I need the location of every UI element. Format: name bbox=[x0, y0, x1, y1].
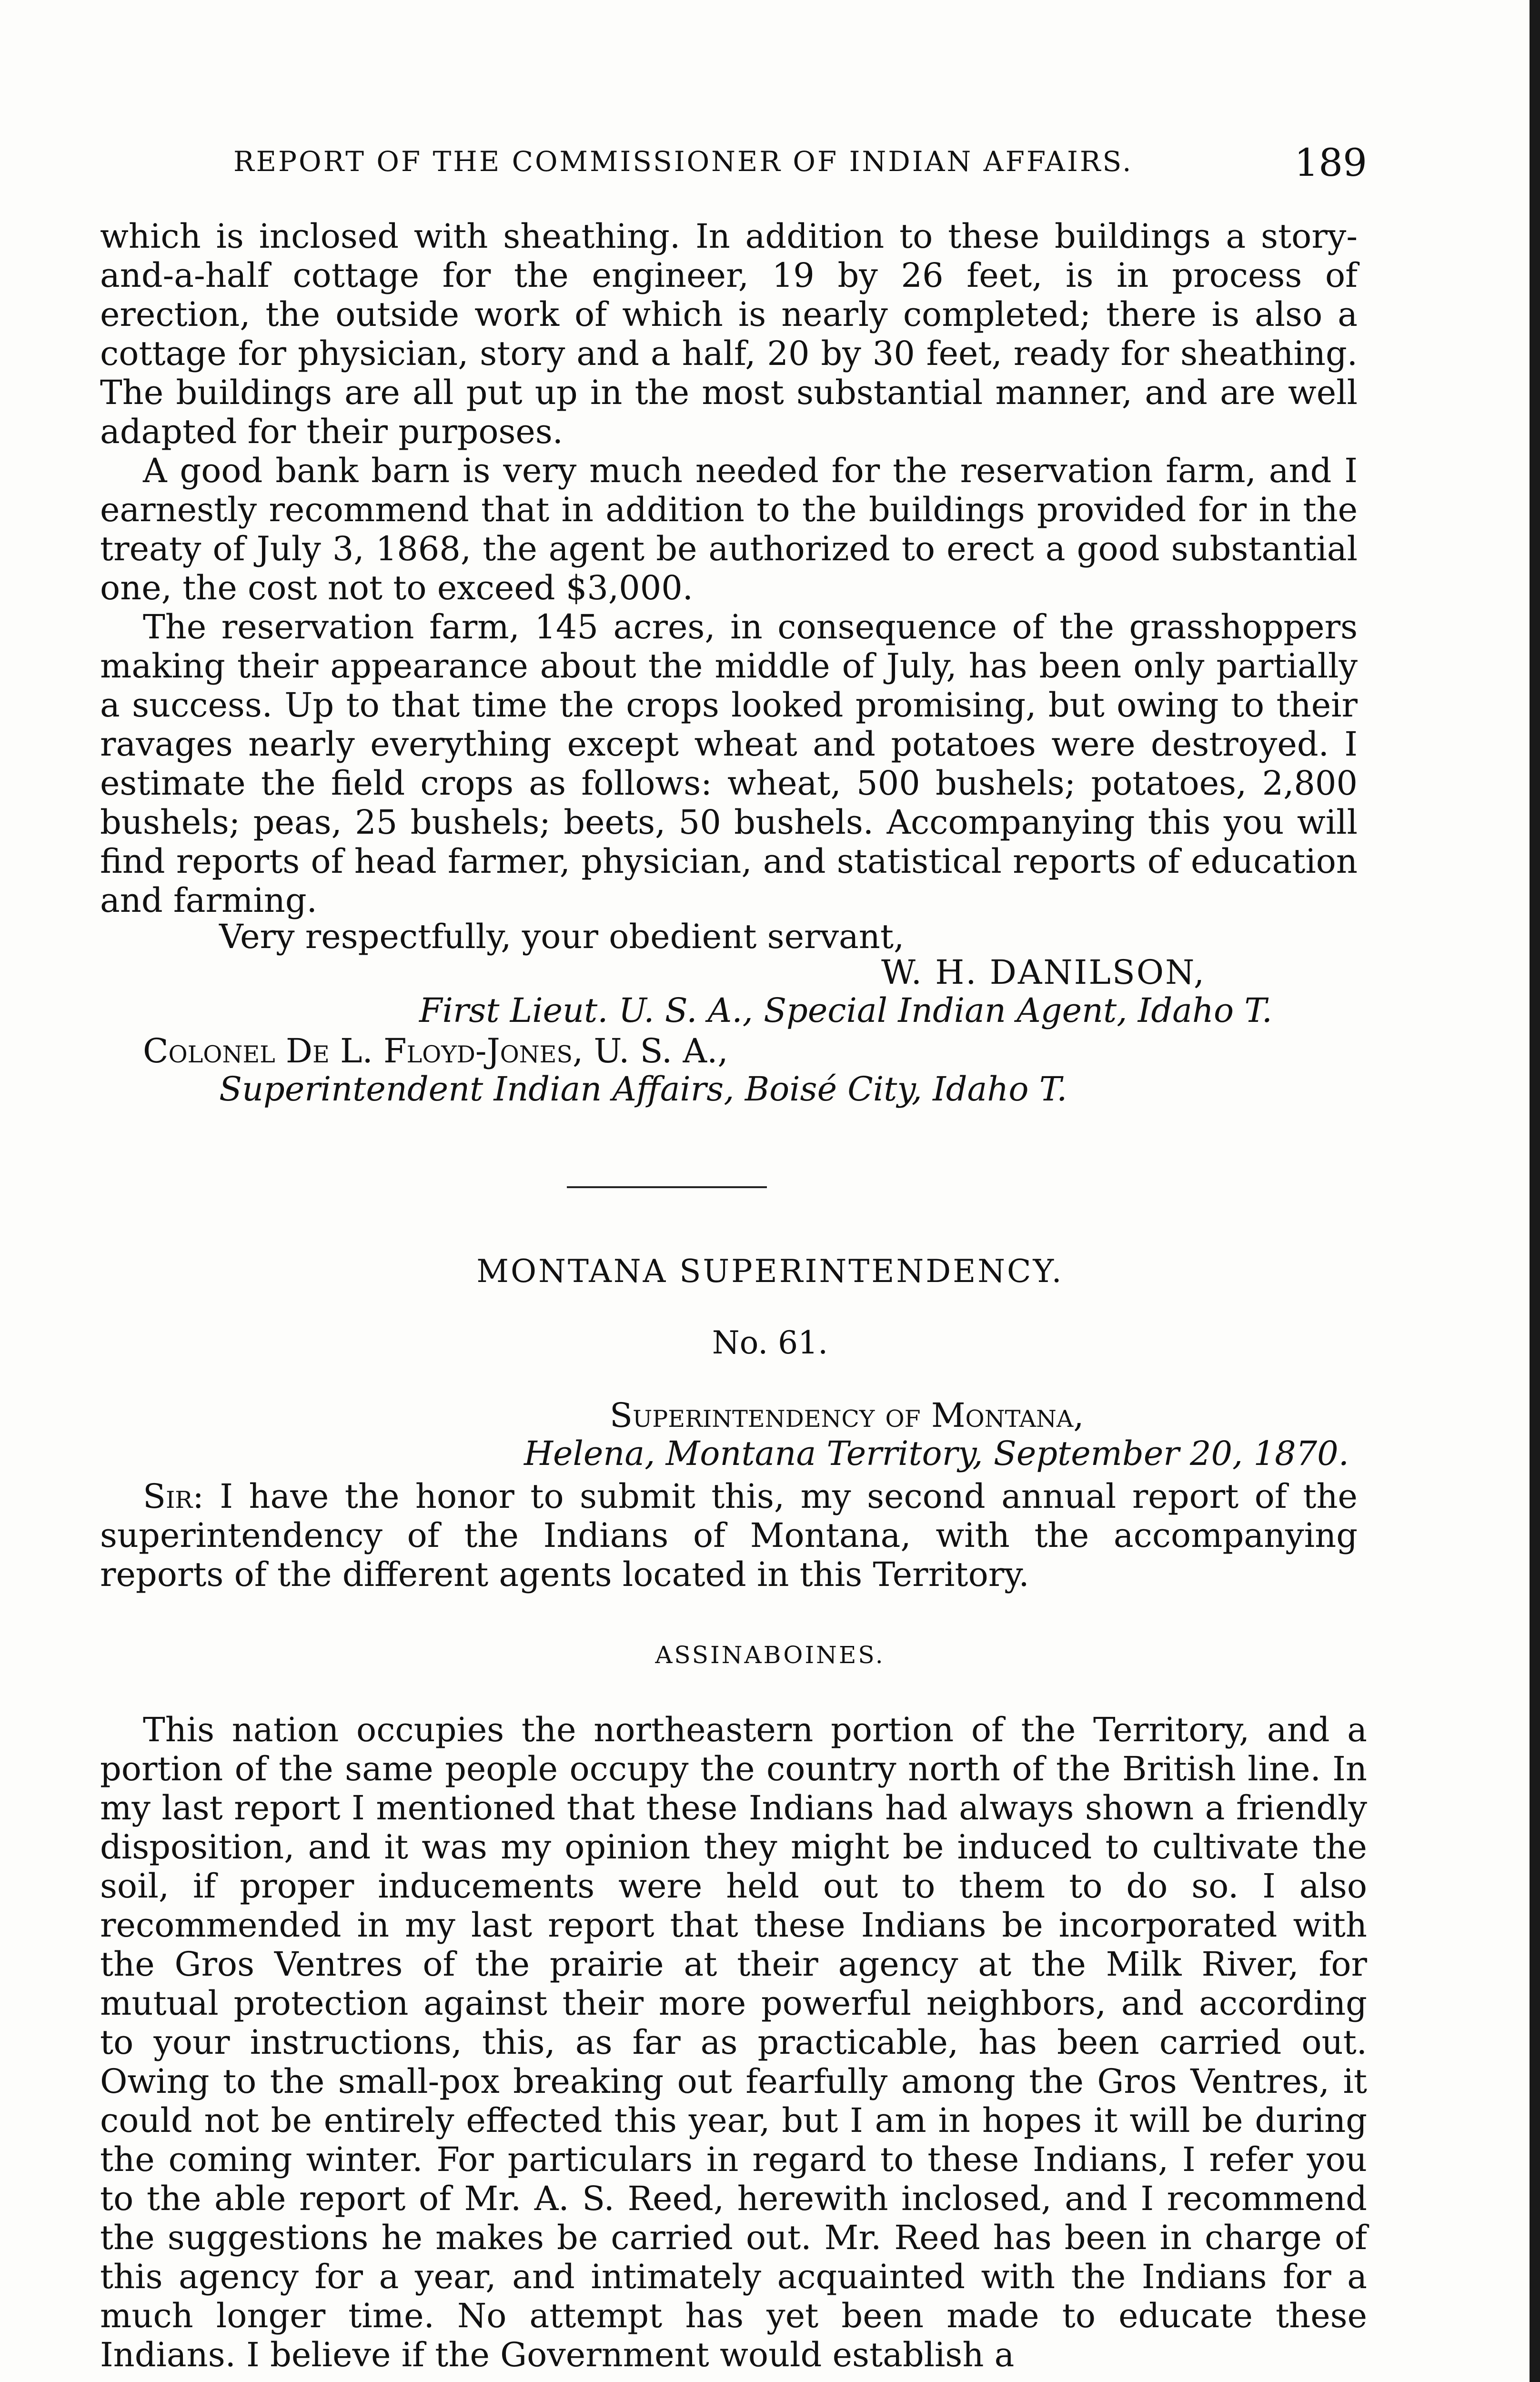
dateline-place-date: Helena, Montana Territory, September 20, 1870. bbox=[524, 1434, 1349, 1473]
addressee: Colonel De L. Floyd-Jones, U. S. A., bbox=[143, 1031, 728, 1070]
signature-title: First Lieut. U. S. A., Special Indian Agent, Idaho T. bbox=[419, 991, 1273, 1030]
page-header bbox=[233, 141, 1367, 183]
running-head: REPORT OF THE COMMISSIONER OF INDIAN AFFAIRS. bbox=[233, 145, 1133, 178]
assinaboines-paragraph: This nation occupies the northeastern portion of the Territory, and a portion of the same people occupy the country north of the British line. In my last report I mentioned that these Indians had always shown a friendly disposition, and it was my opinion they might be induced to cultivate the soil, if proper inducements were held out to them to do so. I also recommended in my last report that these Indians be incorporated with the Gros Ventres of the prairie at their agency at the Milk River, for mutual protection against their more powerful neighbors, and according to your instructions, this, as far as practicable, has been carried out. Owing to the small-pox breaking out fearfully among the Gros Ventres, it could not be entirely effected this year, but I am in hopes it will be during the coming winter. For particulars in regard to these Indians, I refer you to the able report of Mr. A. S. Reed, herewith inclosed, and I recommend the suggestions he makes be carried out. Mr. Reed has been in charge of this agency for a year, and intimately acquainted with the Indians for a much longer time. No attempt has yet been made to educate these Indians. I believe if the Government would establish a bbox=[100, 1710, 1367, 2374]
section-divider bbox=[567, 1186, 767, 1188]
scan-edge-right bbox=[1530, 0, 1540, 2382]
section-title: MONTANA SUPERINTENDENCY. bbox=[476, 1253, 1064, 1290]
subsection-title: ASSINABOINES. bbox=[655, 1641, 885, 1669]
intro-paragraph bbox=[100, 1477, 1358, 1594]
closing-line: Very respectfully, your obedient servant, bbox=[219, 917, 905, 956]
montana-intro bbox=[100, 1477, 1358, 1594]
dateline-office: Superintendency of Montana, bbox=[610, 1396, 1084, 1435]
paragraph-buildings: which is inclosed with sheathing. In addition to these buildings a story-and-a-half cottage for the engineer, 19 by 26 feet, is in process of erection, the outside work of which is nearly completed; there is also a cottage for physician, story and a half, 20 by 30 feet, ready for sheathing. The buildings are all put up in the most substantial manner, and are well adapted for their purposes. bbox=[100, 217, 1358, 451]
intro-text: I have the honor to submit this, my second annual report of the superintendency of the Indians of Montana, with the accompanying reports of the different agents located in this Territory. bbox=[100, 1477, 1358, 1594]
paragraph-bank-barn: A good bank barn is very much needed for the reservation farm, and I earnestly recommend that in addition to the buildings provided for in the treaty of July 3, 1868, the agent be authorized to erect a good substantial one, the cost not to exceed $3,000. bbox=[100, 451, 1358, 607]
addressee-title: Superintendent Indian Affairs, Boisé City, Idaho T. bbox=[219, 1070, 1067, 1109]
paragraph-reservation-farm: The reservation farm, 145 acres, in consequence of the grasshoppers making their appearance about the middle of July, has been only partially a success. Up to that time the crops looked promising, but owing to their ravages nearly everything except wheat and potatoes were destroyed. I estimate the field crops as follows: wheat, 500 bushels; potatoes, 2,800 bushels; peas, 25 bushels; beets, 50 bushels. Accompanying this you will find reports of head farmer, physician, and statistical reports of education and farming. bbox=[100, 607, 1358, 920]
signature: W. H. DANILSON, bbox=[881, 953, 1206, 992]
page-number: 189 bbox=[1294, 141, 1367, 185]
idaho-report-body bbox=[100, 217, 1358, 920]
assinaboines-body bbox=[100, 1710, 1367, 2374]
salutation: Sir: bbox=[143, 1477, 204, 1516]
document-number: No. 61. bbox=[712, 1324, 828, 1361]
